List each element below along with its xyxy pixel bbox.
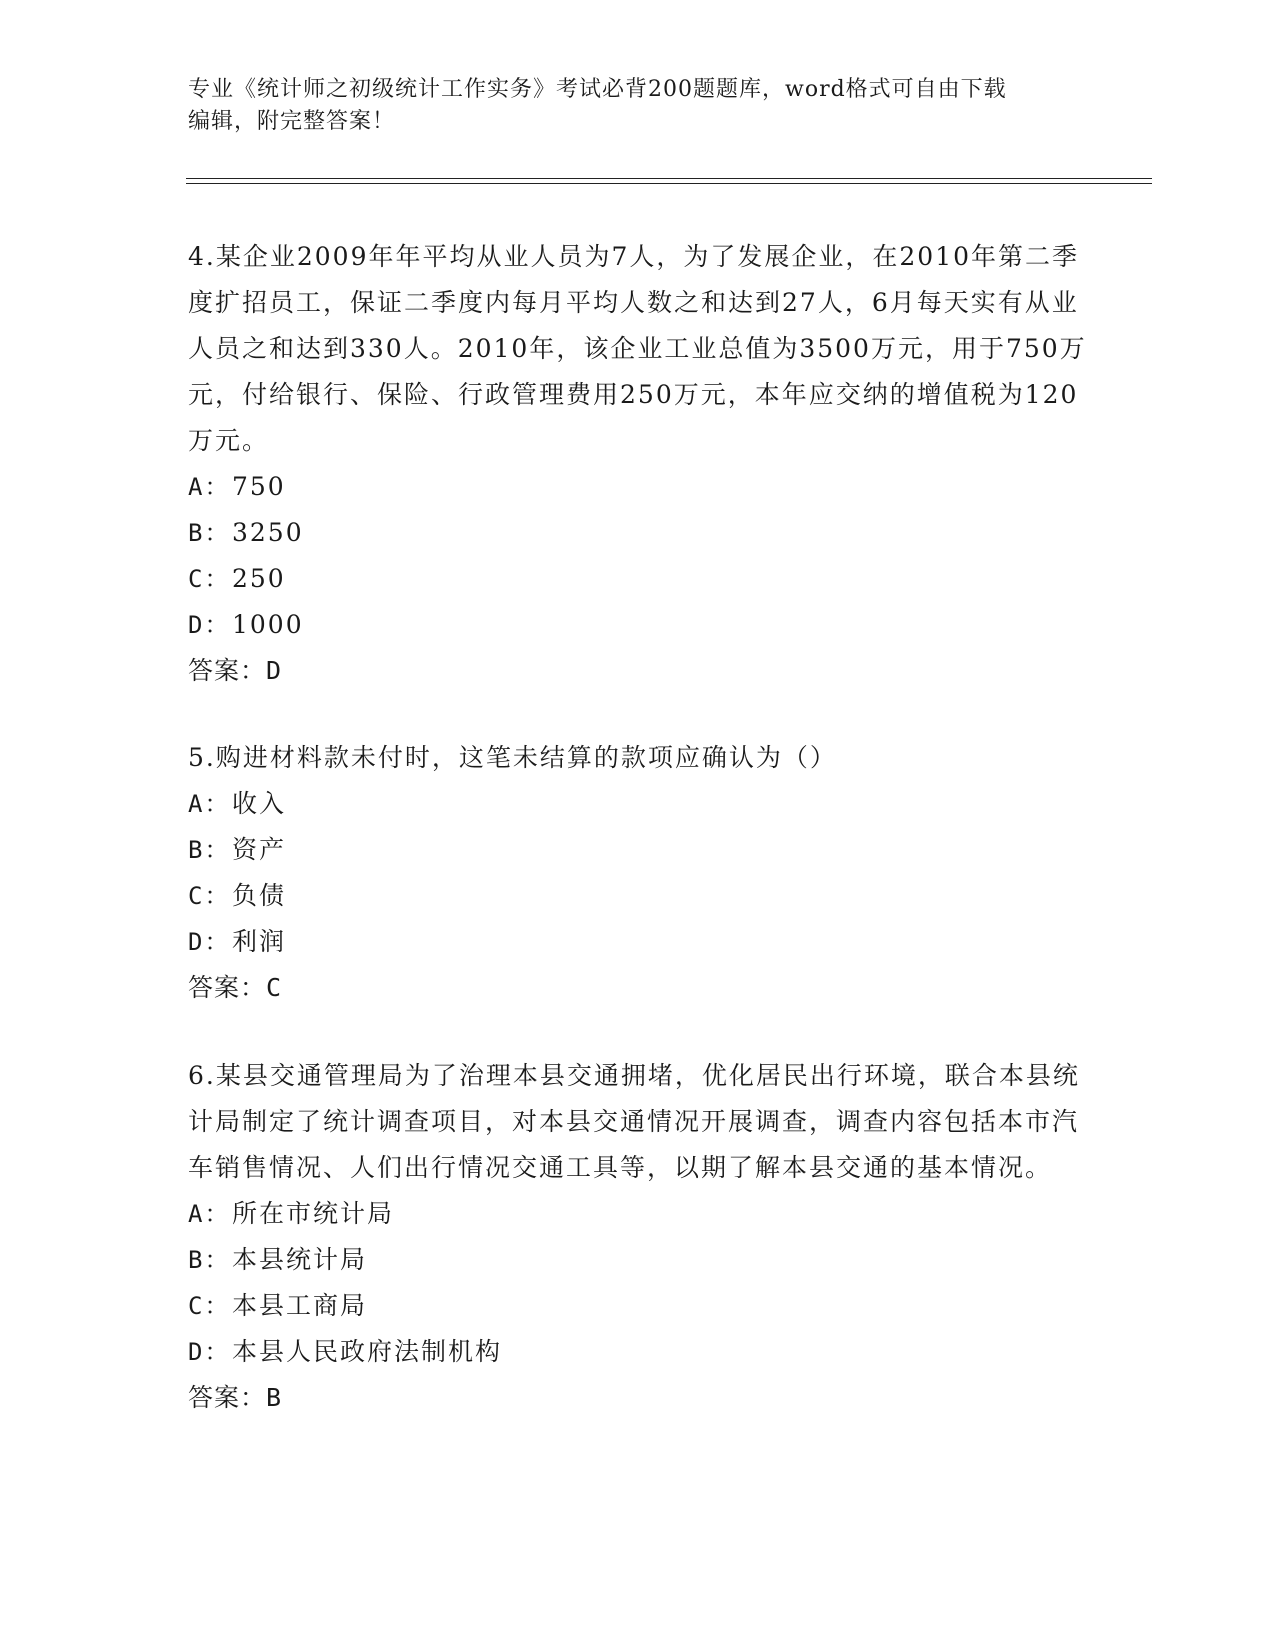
option-letter: A： <box>188 790 231 818</box>
option-text: 负债 <box>232 881 287 910</box>
option-c <box>188 873 1088 919</box>
header-divider-bottom <box>186 183 1152 184</box>
header-divider-top <box>186 178 1152 179</box>
option-text: 3250 <box>232 518 304 547</box>
question-6 <box>188 1053 1088 1421</box>
option-letter: A： <box>188 473 231 501</box>
option-text: 750 <box>232 472 286 501</box>
answer-line <box>188 648 1088 694</box>
answer-line <box>188 965 1088 1011</box>
option-text: 本县统计局 <box>232 1245 368 1274</box>
option-text: 本县工商局 <box>232 1291 368 1320</box>
option-b <box>188 827 1088 873</box>
option-d <box>188 1329 1088 1375</box>
answer-line <box>188 1375 1088 1421</box>
option-letter: C： <box>188 882 231 910</box>
question-5 <box>188 735 1088 1011</box>
option-text: 250 <box>232 564 286 593</box>
option-text: 1000 <box>232 610 304 639</box>
option-text: 所在市统计局 <box>232 1199 395 1228</box>
option-letter: D： <box>188 928 231 956</box>
option-b <box>188 510 1088 556</box>
option-letter: B： <box>188 1246 231 1274</box>
document-header <box>188 74 1088 138</box>
question-stem: 5.购进材料款未付时，这笔未结算的款项应确认为（） <box>188 743 837 772</box>
answer-label: 答案： <box>188 973 267 1002</box>
option-letter: B： <box>188 519 231 547</box>
option-c <box>188 1283 1088 1329</box>
header-line-2: 编辑，附完整答案！ <box>188 109 396 134</box>
option-c <box>188 556 1088 602</box>
option-letter: C： <box>188 565 231 593</box>
question-4 <box>188 234 1088 694</box>
answer-value: D <box>266 656 283 685</box>
answer-value: C <box>266 973 283 1002</box>
answer-label: 答案： <box>188 656 267 685</box>
option-a <box>188 1191 1088 1237</box>
answer-value: B <box>266 1383 283 1412</box>
option-text: 收入 <box>232 789 287 818</box>
option-d <box>188 919 1088 965</box>
question-stem: 6.某县交通管理局为了治理本县交通拥堵，优化居民出行环境，联合本县统计局制定了统计调查项目，对本县交通情况开展调查，调查内容包括本市汽车销售情况、人们出行情况交通工具等，以期了解本县交通的基本情况。 <box>188 1061 1080 1182</box>
option-letter: A： <box>188 1200 231 1228</box>
option-letter: D： <box>188 1338 231 1366</box>
option-text: 利润 <box>232 927 287 956</box>
answer-label: 答案： <box>188 1383 267 1412</box>
option-d <box>188 602 1088 648</box>
option-a <box>188 464 1088 510</box>
option-a <box>188 781 1088 827</box>
option-letter: B： <box>188 836 231 864</box>
option-letter: C： <box>188 1292 231 1320</box>
question-stem: 4.某企业2009年年平均从业人员为7人，为了发展企业，在2010年第二季度扩招员工，保证二季度内每月平均人数之和达到27人，6月每天实有从业人员之和达到330人。2010年，该企业工业总值为3500万元，用于750万元，付给银行、保险、行政管理费用250万元，本年应交纳的增值税为120万元。 <box>188 242 1087 455</box>
option-letter: D： <box>188 611 231 639</box>
option-text: 资产 <box>232 835 287 864</box>
option-b <box>188 1237 1088 1283</box>
option-text: 本县人民政府法制机构 <box>232 1337 503 1366</box>
header-line-1: 专业《统计师之初级统计工作实务》考试必背200题题库，word格式可自由下载 <box>188 77 1007 102</box>
